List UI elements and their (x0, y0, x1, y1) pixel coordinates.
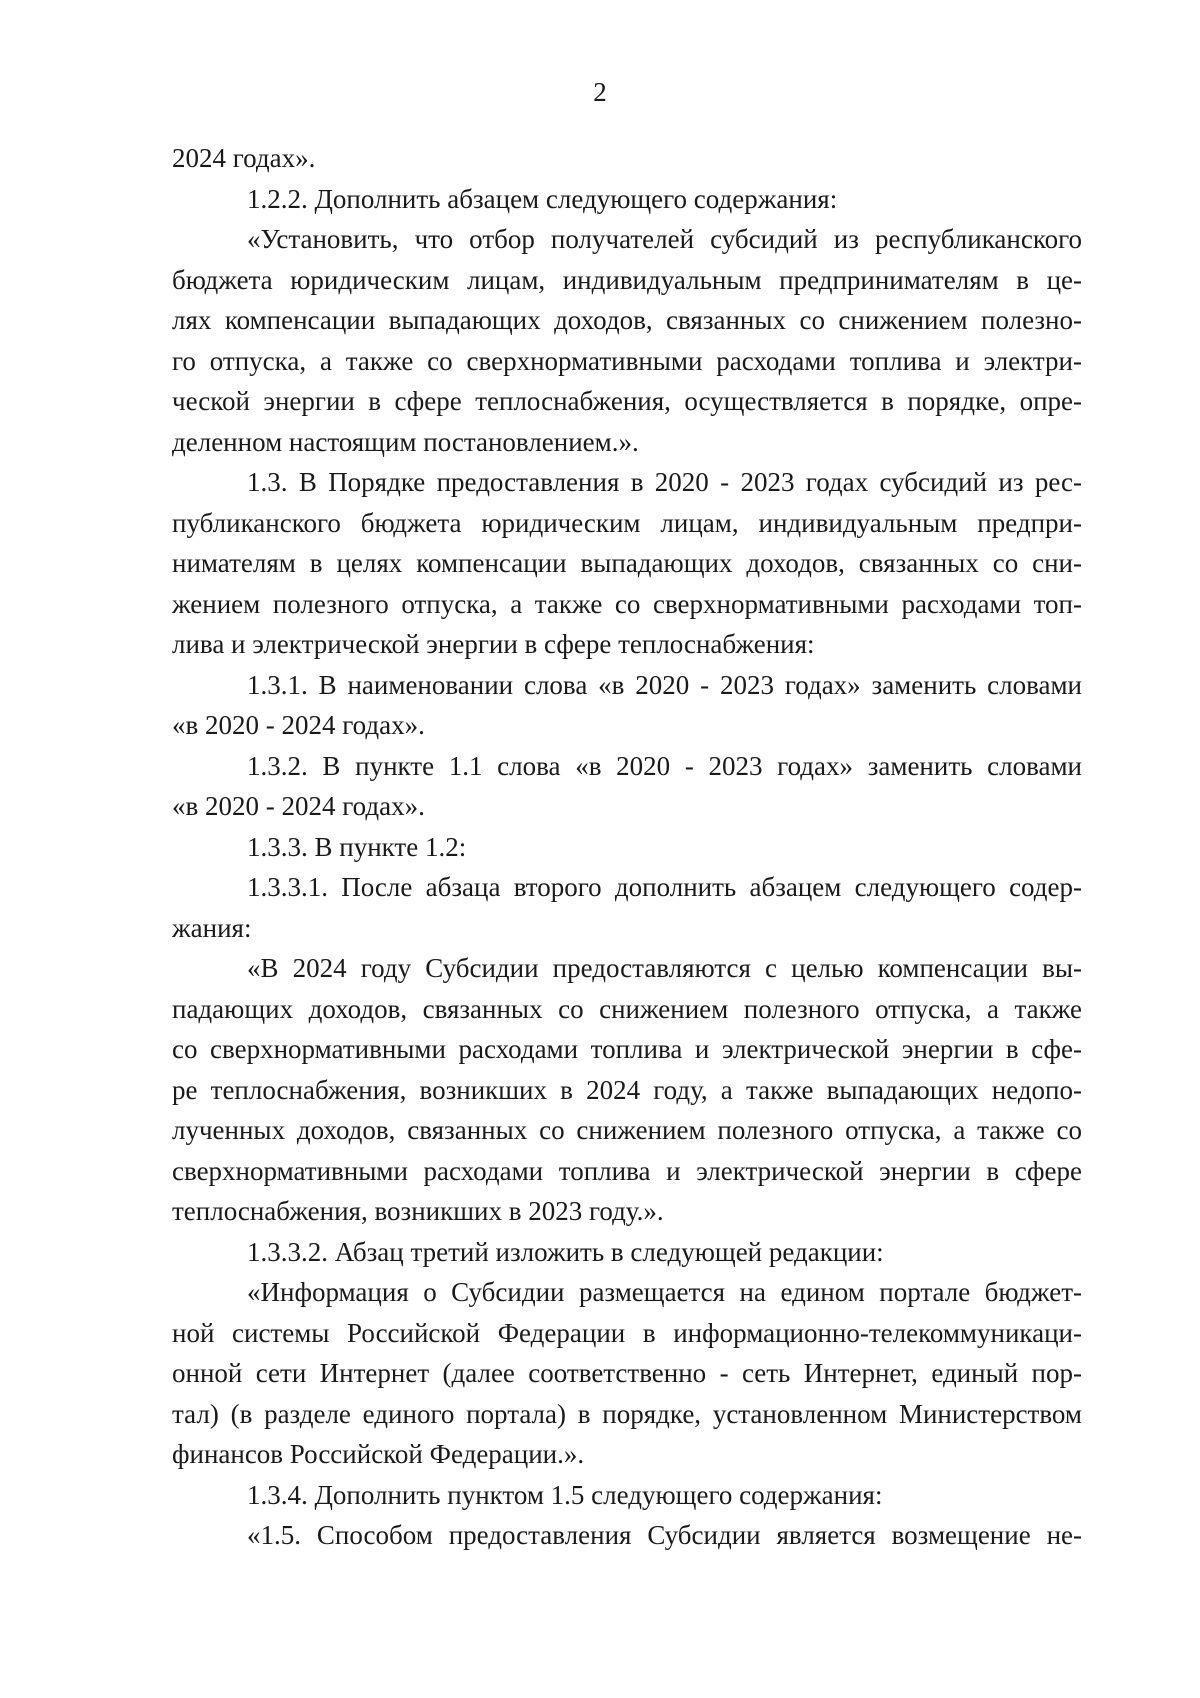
text-line: ческой энергии в сфере теплоснабжения, осуществляется в порядке, опре- (172, 386, 1082, 416)
text-line: «В 2024 году Субсидии предоставляются с целью компенсации вы- (247, 953, 1082, 983)
text-line: финансов Российской Федерации.». (172, 1439, 585, 1469)
text-line: го отпуска, а также со сверхнормативными расходами топлива и электри- (172, 345, 1082, 376)
text-line: 1.3.1. В наименовании слова «в 2020 - 2023 годах» заменить словами (247, 669, 1082, 700)
text-line: деленном настоящим постановлением.». (172, 426, 639, 457)
page-number: 2 (593, 77, 607, 107)
document-body (172, 138, 1082, 1556)
text-line: «1.5. Способом предоставления Субсидии является возмещение не- (247, 1520, 1082, 1550)
text-line: «в 2020 - 2024 годах». (172, 791, 425, 821)
text-line: нимателям в целях компенсации выпадающих доходов, связанных со сни- (172, 548, 1082, 578)
text-line: лях компенсации выпадающих доходов, связанных со снижением полезно- (172, 305, 1082, 335)
text-line: падающих доходов, связанных со снижением полезного отпуска, а также (172, 993, 1082, 1024)
text-line: жания: (172, 912, 252, 943)
text-line: лива и электрической энергии в сфере теплоснабжения: (172, 629, 815, 659)
text-line: 1.2.2. Дополнить абзацем следующего содержания: (247, 183, 838, 214)
text-line: «в 2020 - 2024 годах». (172, 710, 425, 740)
text-line: теплоснабжения, возникших в 2023 году.». (172, 1196, 664, 1226)
text-line: 1.3.3. В пункте 1.2: (247, 831, 467, 862)
text-line: 2024 годах». (172, 143, 316, 173)
text-line: ной системы Российской Федерации в информационно-телекоммуникаци- (172, 1317, 1082, 1348)
text-line: бюджета юридическим лицам, индивидуальным предпринимателям в це- (172, 264, 1082, 295)
text-line: жением полезного отпуска, а также со сверхнормативными расходами топ- (172, 588, 1082, 619)
text-line: «Информация о Субсидии размещается на едином портале бюджет- (247, 1277, 1082, 1307)
text-line: «Установить, что отбор получателей субсидий из республиканского (247, 224, 1082, 254)
text-line: со сверхнормативными расходами топлива и электрической энергии в сфе- (172, 1034, 1082, 1064)
text-line: 1.3.2. В пункте 1.1 слова «в 2020 - 2023 годах» заменить словами (247, 750, 1082, 781)
text-line: 1.3.3.2. Абзац третий изложить в следующей редакции: (247, 1236, 884, 1267)
text-line: 1.3. В Порядке предоставления в 2020 - 2023 годах субсидий из рес- (247, 467, 1082, 497)
text-line: лученных доходов, связанных со снижением полезного отпуска, а также со (172, 1115, 1082, 1145)
text-line: 1.3.4. Дополнить пунктом 1.5 следующего содержания: (247, 1479, 883, 1510)
text-line: тал) (в разделе единого портала) в порядке, установленном Министерством (172, 1398, 1082, 1429)
text-line: онной сети Интернет (далее соответственно - сеть Интернет, единый пор- (172, 1358, 1082, 1388)
text-line: ре теплоснабжения, возникших в 2024 году, а также выпадающих недопо- (172, 1074, 1082, 1105)
text-line: 1.3.3.1. После абзаца второго дополнить абзацем следующего содер- (247, 872, 1082, 902)
text-line: публиканского бюджета юридическим лицам, индивидуальным предпри- (172, 507, 1082, 538)
text-line: сверхнормативными расходами топлива и электрической энергии в сфере (172, 1155, 1082, 1186)
